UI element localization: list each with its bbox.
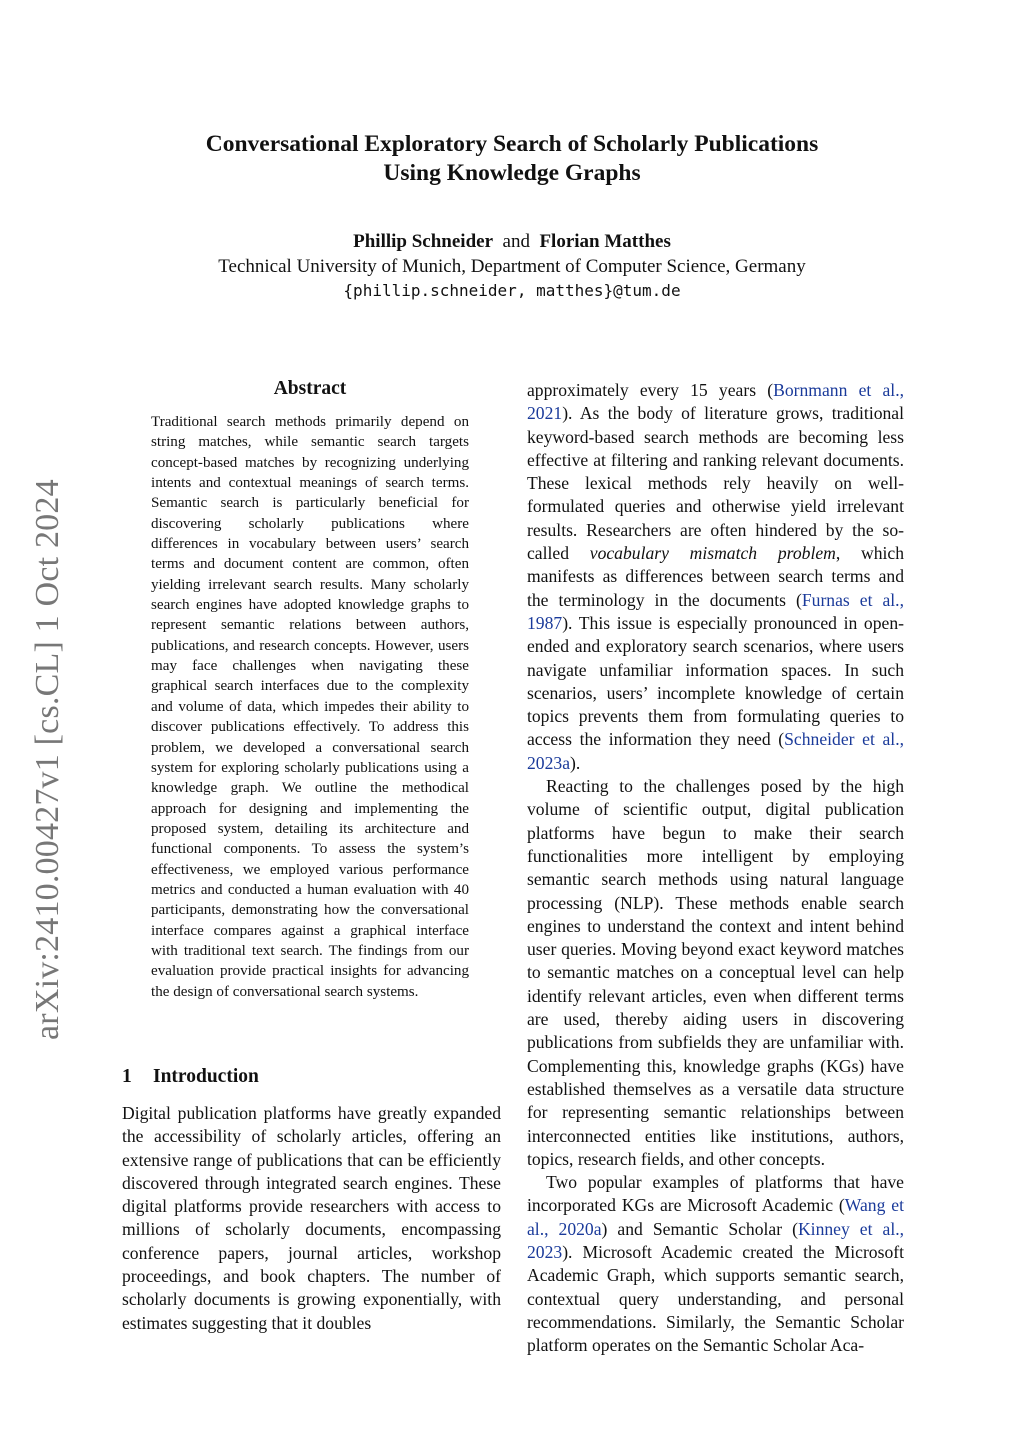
section-title: Introduction	[153, 1066, 259, 1087]
author-name: Phillip Schneider	[353, 231, 494, 252]
citation-link[interactable]: Schneider et al., 2023a	[527, 729, 904, 773]
arxiv-stamp: arXiv:2410.00427v1 [cs.CL] 1 Oct 2024	[29, 479, 66, 1040]
emphasis-term: vocabulary mismatch problem	[589, 543, 836, 564]
right-column-body	[527, 379, 904, 1357]
citation-link[interactable]: Furnas et al., 1987	[527, 589, 904, 633]
intro-paragraph-2: Reacting to the challenges posed by the high volume of scientific output, digital publication platforms have begun to make their search functionalities more intelligent by employing semantic search methods using natural language processing (NLP). These methods enable search engines to understand the context and intent behind user queries. Moving beyond exact keyword matches to semantic matches on a conceptual level can help identify relevant articles, even when different terms are used, thereby aiding users in discovering publications from subfields they are unfamiliar with. Complementing this, knowledge graphs (KGs) have established themselves as a versatile data structure for representing semantic relationships between interconnected entities like institutions, authors, topics, research fields, and other concepts.	[527, 776, 904, 1169]
author-email: {phillip.schneider, matthes}@tum.de	[343, 281, 681, 300]
author-connector: and	[502, 231, 530, 252]
section-number: 1	[122, 1066, 132, 1087]
citation-link[interactable]: Bornmann et al., 2021	[527, 380, 904, 424]
author-name: Florian Matthes	[539, 231, 671, 252]
title-line-1: Conversational Exploratory Search of Scholarly Publications	[205, 131, 819, 157]
intro-paragraph-3: Two popular examples of platforms that have incorporated KGs are Microsoft Academic (Wang et al., 2020a) and Semantic Scholar (Kinney et al., 2023). Microsoft Academic created the Microsoft Academic Graph, which supports semantic search, contextual query understanding, and personal recommendations. Similarly, the Semantic Scholar platform operates on the Semantic Scholar Aca-	[527, 1172, 905, 1356]
author-list	[112, 230, 912, 254]
intro-paragraph-1-cont: approximately every 15 years (Bornmann et al., 2021). As the body of literature grows, traditional keyword-based search methods are becoming less effective at filtering and ranking relevant documents. These lexical methods rely heavily on well-formulated queries and otherwise yield irrelevant results. Researchers are often hindered by the so-called vocabulary mismatch problem, which manifests as differences between search terms and the terminology in the documents (Furnas et al., 1987). This issue is especially pronounced in open-ended and exploratory search scenarios, where users navigate unfamiliar information spaces. In such scenarios, users’ incomplete knowledge of certain topics prevents them from formulating queries to access the information they need (Schneider et al., 2023a).	[527, 380, 904, 773]
paper-title	[112, 130, 912, 188]
intro-paragraph-1: Digital publication platforms have greatly expanded the accessibility of scholarly articles, offering an extensive range of publications that can be efficiently discovered through integrated search engines. These digital platforms provide researchers with access to millions of scholarly documents, encompassing conference papers, journal articles, workshop proceedings, and book chapters. The number of scholarly documents is growing exponentially, with estimates suggesting that it doubles	[122, 1103, 501, 1333]
citation-link[interactable]: Wang et al., 2020a	[527, 1195, 905, 1239]
affiliation: Technical University of Munich, Department of Computer Science, Germany	[218, 256, 806, 277]
title-line-2: Using Knowledge Graphs	[383, 160, 641, 186]
left-column-body	[122, 1102, 501, 1335]
section-heading	[122, 1066, 259, 1088]
citation-link[interactable]: Kinney et al., 2023	[527, 1218, 905, 1262]
abstract-text: Traditional search methods primarily depend on string matches, while semantic search targets concept-based matches by recognizing underlying intents and contextual meanings of search terms. Semantic search is particularly beneficial for discovering scholarly publications where differences in vocabulary between users’ search terms and document content are common, often yielding irrelevant search results. Many scholarly search engines have adopted knowledge graphs to represent semantic relations between authors, publications, and research concepts. However, users may face challenges when navigating these graphical search interfaces due to the complexity and volume of data, which impedes their ability to discover publications effectively. To address this problem, we developed a conversational search system for exploring scholarly publications using a knowledge graph. We outline the methodical approach for designing and implementing the proposed system, detailing its architecture and functional components. To assess the system’s effectiveness, we employed various performance metrics and conducted a human evaluation with 40 participants, demonstrating how the conversational interface compares against a graphical interface with traditional text search. The findings from our evaluation provide practical insights for advancing the design of conversational search systems.	[151, 414, 469, 1000]
abstract-heading: Abstract	[273, 378, 347, 399]
